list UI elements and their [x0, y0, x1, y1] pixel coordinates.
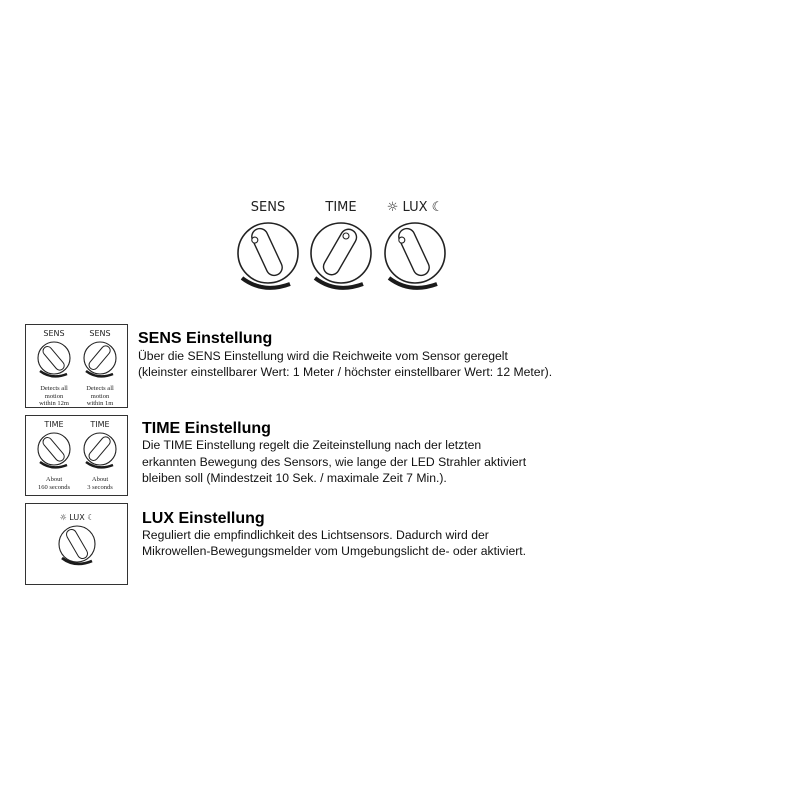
time-knob-icon	[306, 218, 376, 298]
knob-icon	[34, 429, 74, 471]
time-panel-dial-2	[78, 420, 122, 491]
time-dial-label: TIME	[325, 200, 357, 215]
sens-panel-label-1: SENS	[43, 329, 65, 338]
caption-line: 160 seconds	[38, 483, 70, 491]
sens-panel-dial-2	[78, 329, 122, 408]
time-panel-label-1: TIME	[44, 420, 64, 429]
sens-line-1: Über die SENS Einstellung wird die Reichweite vom Sensor geregelt	[138, 349, 508, 363]
caption-line: Detects all	[86, 385, 114, 392]
sens-panel	[25, 324, 128, 408]
caption-line: within 1m	[86, 400, 114, 407]
lux-heading: LUX Einstellung	[142, 510, 265, 527]
caption-line: Detects all	[40, 385, 68, 392]
time-heading: TIME Einstellung	[142, 420, 271, 437]
lux-line-2: Mikrowellen-Bewegungsmelder vom Umgebungslicht de- oder aktiviert.	[142, 544, 527, 558]
caption-line: within 12m	[39, 400, 69, 407]
sens-line-2: (kleinster einstellbarer Wert: 1 Meter / höchster einstellbarer Wert: 12 Meter).	[138, 365, 553, 379]
time-dial-large	[306, 200, 376, 300]
lux-panel-label: LUX	[69, 513, 85, 522]
sun-icon: ☼	[386, 200, 399, 215]
sens-dial-label: SENS	[250, 200, 286, 215]
moon-icon: ☾	[431, 200, 444, 215]
time-panel-label-2: TIME	[90, 420, 110, 429]
caption-line: motion	[44, 392, 64, 400]
time-panel-dial-1	[32, 420, 76, 491]
caption-line: 3 seconds	[87, 483, 113, 491]
moon-icon: ☾	[87, 513, 95, 522]
lux-panel	[25, 503, 128, 585]
time-line-3: bleiben soll (Mindestzeit 10 Sek. / maximale Zeit 7 Min.).	[142, 471, 447, 485]
sens-panel-dial-1	[32, 329, 76, 408]
time-line-1: Die TIME Einstellung regelt die Zeiteinstellung nach der letzten	[142, 438, 482, 452]
knob-icon	[34, 338, 74, 380]
lux-dial-large	[380, 200, 450, 300]
knob-icon	[80, 429, 120, 471]
lux-panel-dial	[53, 513, 101, 573]
sens-panel-label-2: SENS	[89, 329, 111, 338]
lux-line-1: Reguliert die empfindlichkeit des Lichtsensors. Dadurch wird der	[142, 528, 489, 542]
knob-icon	[80, 338, 120, 380]
sun-icon: ☼	[59, 513, 67, 522]
sens-heading: SENS Einstellung	[138, 330, 273, 347]
caption-line: About	[45, 476, 63, 483]
lux-dial-label: LUX	[402, 200, 428, 215]
caption-line: motion	[90, 392, 110, 400]
sens-knob-icon	[233, 218, 303, 298]
time-line-2: erkannten Bewegung des Sensors, wie lange der LED Strahler aktiviert	[142, 455, 527, 469]
caption-line: About	[91, 476, 109, 483]
time-panel	[25, 415, 128, 496]
lux-knob-icon	[380, 218, 450, 298]
sens-dial-large	[233, 200, 303, 300]
knob-icon	[55, 522, 99, 568]
